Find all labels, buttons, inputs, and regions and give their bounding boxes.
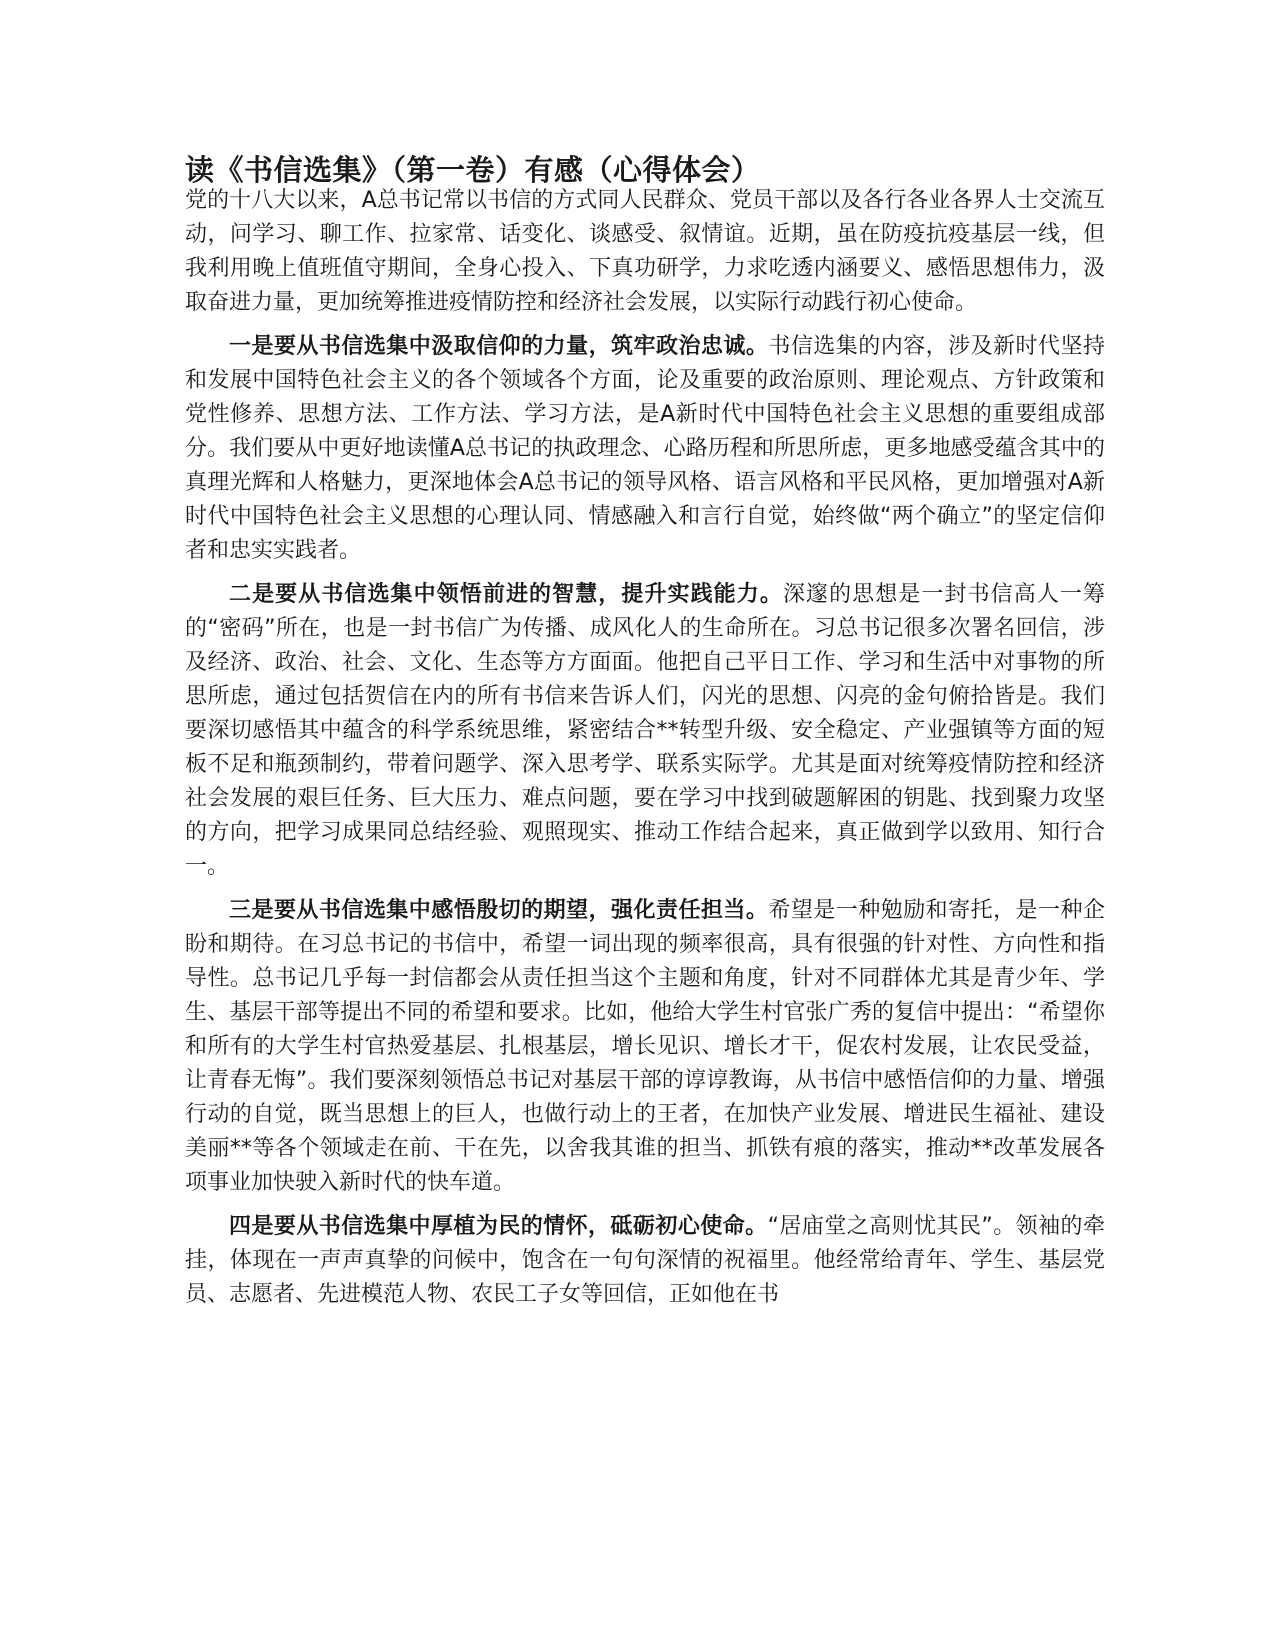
section-body-1: 书信选集的内容，涉及新时代坚持和发展中国特色社会主义的各个领域各个方面，论及重要的政治原则、理论观点、方针政策和党性修养、思想方法、工作方法、学习方法，是A新时代中国特色社会主义思想的重要组成部分。我们要从中更好地读懂A总书记的执政理念、心路历程和所思所虑，更多地感受蕴含其中的真理光辉和人格魅力，更深地体会A总书记的领导风格、语言风格和平民风格，更加增强对A新时代中国特色社会主义思想的心理认同、情感融入和言行自觉，始终做“两个确立”的坚定信仰者和忠实实践者。 (185, 334, 1105, 563)
section-lead-2: 二是要从书信选集中领悟前进的智慧，提升实践能力。 (229, 582, 783, 607)
section-body-4: “居庙堂之高则忧其民”。领袖的牵挂，体现在一声声真挚的问候中，饱含在一句句深情的祝福里。他经常给青年、学生、基层党员、志愿者、先进模范人物、农民工子女等回信，正如他在书 (185, 1214, 1106, 1307)
document-title: 读《书信选集》（第一卷）有感（心得体会） (185, 153, 761, 187)
section-body-2: 深邃的思想是一封书信高人一筹的“密码”所在，也是一封书信广为传播、成风化人的生命所在。习总书记很多次署名回信，涉及经济、政治、社会、文化、生态等方方面面。他把自己平日工作、学习和生活中对事物的所思所虑，通过包括贺信在内的所有书信来告诉人们，闪光的思想、闪亮的金句俯拾皆是。我们要深切感悟其中蕴含的科学系统思维，紧密结合**转型升级、安全稳定、产业强镇等方面的短板不足和瓶颈制约，带着问题学、深入思考学、联系实际学。尤其是面对统筹疫情防控和经济社会发展的艰巨任务、巨大压力、难点问题，要在学习中找到破题解困的钥匙、找到聚力攻坚的方向，把学习成果同总结经验、观照现实、推动工作结合起来，真正做到学以致用、知行合一。 (185, 582, 1105, 879)
section-lead-3: 三是要从书信选集中感悟殷切的期望，强化责任担当。 (229, 898, 769, 923)
section-paragraph-3 (185, 894, 1105, 1200)
section-paragraph-2 (185, 578, 1105, 884)
intro-paragraph: 党的十八大以来，A总书记常以书信的方式同人民群众、党员干部以及各行各业各界人士交流互动，问学习、聊工作、拉家常、话变化、谈感受、叙情谊。近期，虽在防疫抗疫基层一线，但我利用晚上值班值守期间，全身心投入、下真功研学，力求吃透内涵要义、感悟思想伟力，汲取奋进力量，更加统筹推进疫情防控和经济社会发展，以实际行动践行初心使命。 (185, 188, 1105, 315)
document-page (185, 150, 1105, 1322)
section-paragraph-1 (185, 330, 1105, 568)
section-body-3: 希望是一种勉励和寄托，是一种企盼和期待。在习总书记的书信中，希望一词出现的频率很高，具有很强的针对性、方向性和指导性。总书记几乎每一封信都会从责任担当这个主题和角度，针对不同群体尤其是青少年、学生、基层干部等提出不同的希望和要求。比如，他给大学生村官张广秀的复信中提出：“希望你和所有的大学生村官热爱基层、扎根基层，增长见识、增长才干，促农村发展，让农民受益，让青春无悔”。我们要深刻领悟总书记对基层干部的谆谆教诲，从书信中感悟信仰的力量、增强行动的自觉，既当思想上的巨人，也做行动上的王者，在加快产业发展、增进民生福祉、建设美丽**等各个领域走在前、干在先，以舍我其谁的担当、抓铁有痕的落实，推动**改革发展各项事业加快驶入新时代的快车道。 (185, 898, 1105, 1195)
section-lead-1: 一是要从书信选集中汲取信仰的力量，筑牢政治忠诚。 (229, 334, 769, 359)
section-paragraph-4 (185, 1210, 1105, 1312)
section-lead-4: 四是要从书信选集中厚植为民的情怀，砥砺初心使命。 (229, 1214, 768, 1239)
